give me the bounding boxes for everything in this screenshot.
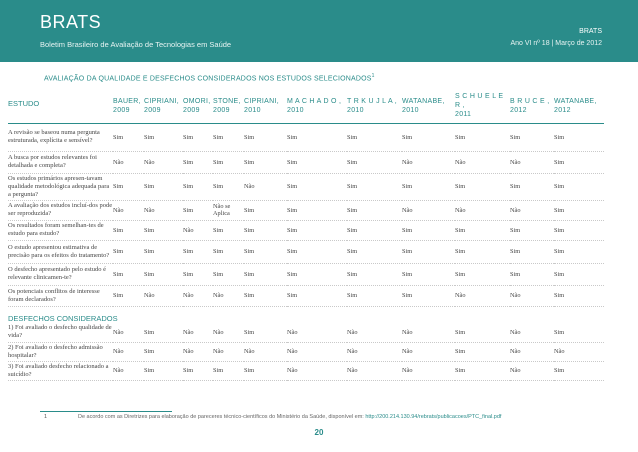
column-header [244,87,287,123]
section-title: AVALIAÇÃO DA QUALIDADE E DESFECHOS CONSIDERADOS NOS ESTUDOS SELECIONADOS$^1$ [44,73,375,83]
table-cell: Sim [244,220,287,240]
row-question: A avaliação dos estudos incluí-dos pode ser reproduzida? [8,200,113,220]
column-year: 2009 [183,106,200,114]
table-cell: Sim [113,240,144,263]
table-cell: Não se Aplica [213,200,244,220]
column-header [510,87,554,123]
table-cell: Não [144,200,183,220]
column-header [402,87,455,123]
column-author: CIPRIANI, [244,97,279,105]
table-cell: Não [402,151,455,173]
table-cell: Não [287,361,347,380]
table-cell: Não [402,200,455,220]
column-header [144,87,183,123]
table-row [8,323,604,342]
table-cell: Sim [347,123,402,151]
table-cell: Sim [287,123,347,151]
table-cell: Sim [455,220,510,240]
table-cell: Não [113,323,144,342]
table-cell: Não [510,342,554,361]
table-cell: Sim [213,240,244,263]
table-cell: Sim [554,361,604,380]
issue-info: Ano VI nº 18 | Março de 2012 [510,40,602,47]
table-cell: Sim [183,240,213,263]
table-cell: Sim [402,240,455,263]
column-author: B R U C E , [510,97,550,105]
column-author: OMORI, [183,97,211,105]
table-cell: Sim [183,123,213,151]
table-cell: Não [244,173,287,200]
brand-title: BRATS [40,12,102,32]
table-cell: Sim [244,263,287,285]
table-cell: Sim [510,123,554,151]
column-header [455,87,510,123]
footnote-text: De acordo com as Diretrizes para elaboração de pareceres técnico-científicos do Ministério da Saúde, disponível em: http://200.214.130.94/rebrats/publicacoes/PTC_final.pdf [78,414,502,420]
table-cell: Sim [287,151,347,173]
table-cell: Sim [244,361,287,380]
table-cell: Sim [455,263,510,285]
table-cell: Sim [144,173,183,200]
row-question: O desfecho apresentado pelo estudo é relevante clinicamen-te? [8,263,113,285]
table-cell: Sim [455,173,510,200]
table-cell: Sim [287,240,347,263]
table-cell: Sim [183,173,213,200]
table-cell: Não [287,323,347,342]
table-cell: Não [347,323,402,342]
table-row [8,240,604,263]
table-cell: Sim [554,323,604,342]
table-cell: Sim [287,200,347,220]
table-cell: Não [213,285,244,306]
column-header [113,87,144,123]
table-cell: Sim [244,323,287,342]
table-cell: Não [455,151,510,173]
row-question: 1) Foi avaliado o desfecho qualidade de vida? [8,323,113,342]
table-cell: Sim [554,123,604,151]
table-cell: Não [510,151,554,173]
table-cell: Não [510,285,554,306]
table-cell: Sim [347,285,402,306]
brand-right: BRATS [579,28,602,35]
table-cell: Sim [144,240,183,263]
table-cell: Não [144,285,183,306]
table-cell: Sim [244,240,287,263]
table-cell: Sim [347,220,402,240]
table-cell: Sim [144,220,183,240]
table-cell: Não [510,323,554,342]
table-cell: Sim [402,173,455,200]
table-cell: Sim [554,200,604,220]
table-cell: Sim [144,342,183,361]
row-question: 2) Foi avaliado o desfecho admissão hospitalar? [8,342,113,361]
column-author: BAUER, [113,97,141,105]
table-cell: Sim [554,263,604,285]
table-cell: Sim [554,151,604,173]
row-question: Os potenciais conflitos de interesse foram declarados? [8,285,113,306]
column-header [213,87,244,123]
table-cell: Sim [213,220,244,240]
row-question: Os estudos primários apresen-tavam qualidade metodológica adequada para a pergunta? [8,173,113,200]
brand-subtitle: Boletim Brasileiro de Avaliação de Tecnologias em Saúde [40,40,232,49]
table-cell: Sim [183,200,213,220]
column-author: WATANABE, [554,97,597,105]
table-cell: Sim [113,173,144,200]
column-year: 2011 [455,111,472,119]
column-author: CIPRIANI, [144,97,179,105]
table-cell: Sim [244,285,287,306]
table-cell: Sim [554,240,604,263]
table-row [8,123,604,151]
table-cell: Não [455,285,510,306]
column-year: 2010 [347,106,364,114]
column-header [347,87,402,123]
table-cell: Sim [455,240,510,263]
table-cell: Sim [554,285,604,306]
table-cell: Sim [347,173,402,200]
table-cell: Sim [510,240,554,263]
table-cell: Sim [510,220,554,240]
row-question: 3) Foi avaliado desfecho relacionado a suicídio? [8,361,113,380]
column-year: 2009 [113,106,130,114]
table-cell: Sim [347,240,402,263]
table-cell: Sim [213,151,244,173]
outcomes-section-row [8,306,604,323]
table-cell: Não [554,342,604,361]
table-cell: Sim [213,123,244,151]
table-row [8,361,604,380]
table-cell: Não [144,151,183,173]
table-cell: Não [510,361,554,380]
table-cell: Sim [287,173,347,200]
row-question: A busca por estudos relevantes foi detalhada e completa? [8,151,113,173]
table-cell: Sim [347,151,402,173]
table-row [8,263,604,285]
table-cell: Sim [144,263,183,285]
table-cell: Sim [455,361,510,380]
table-cell: Não [183,342,213,361]
table-cell: Não [113,200,144,220]
table-cell: Sim [244,123,287,151]
column-year: 2009 [213,106,230,114]
table-cell: Sim [287,285,347,306]
column-author: S C H U E L E R , [455,93,504,110]
page-number: 20 [314,428,324,437]
table-cell: Sim [183,361,213,380]
column-year: 2010 [287,106,304,114]
footnote-ref: 1 [371,73,375,79]
table-row [8,173,604,200]
table-cell: Não [113,361,144,380]
column-year: 2012 [554,106,571,114]
table-cell: Sim [510,173,554,200]
table-cell: Sim [287,220,347,240]
table-cell: Sim [455,323,510,342]
table-cell: Sim [144,123,183,151]
table-header-row [8,87,604,123]
table-cell: Não [347,342,402,361]
table-cell: Não [213,342,244,361]
table-cell: Sim [554,173,604,200]
table-cell: Sim [402,285,455,306]
table-row [8,200,604,220]
quality-table [8,87,604,381]
table-cell: Sim [144,361,183,380]
footnote-link[interactable]: http://200.214.130.94/rebrats/publicacoes/PTC_final.pdf [365,414,502,420]
table-cell: Não [113,151,144,173]
column-author: WATANABE, [402,97,445,105]
table-cell: Sim [402,263,455,285]
column-header [287,87,347,123]
row-question: Os resultados foram semelhan-tes de estudo para estudo? [8,220,113,240]
table-cell: Sim [113,220,144,240]
table-cell: Sim [402,123,455,151]
table-cell: Sim [183,151,213,173]
table-cell: Sim [113,285,144,306]
table-cell: Sim [554,220,604,240]
table-row [8,151,604,173]
table-cell: Sim [287,263,347,285]
table-cell: Sim [402,220,455,240]
table-cell: Sim [347,200,402,220]
table-cell: Não [402,323,455,342]
table-cell: Não [455,200,510,220]
column-header [183,87,213,123]
header-banner [0,0,638,62]
table-cell: Não [183,220,213,240]
table-cell: Não [113,342,144,361]
column-year: 2010 [402,106,419,114]
table-cell: Sim [213,173,244,200]
table-cell: Não [244,342,287,361]
table-cell: Sim [510,263,554,285]
outcomes-section-label: DESFECHOS CONSIDERADOS [8,314,118,323]
column-year: 2012 [510,106,527,114]
column-author: M A C H A D O , [287,97,342,105]
table-cell: Não [402,361,455,380]
column-author: T R K U J L A , [347,97,398,105]
column-author: STONE, [213,97,241,105]
table-cell: Não [183,323,213,342]
table-cell: Sim [455,123,510,151]
table-cell: Sim [183,263,213,285]
table-row [8,285,604,306]
table-cell: Sim [113,263,144,285]
table-cell: Sim [144,323,183,342]
table-cell: Sim [244,200,287,220]
table-cell: Não [287,342,347,361]
row-question: O estudo apresentou estimativa de precisão para os efeitos do tratamento? [8,240,113,263]
column-year: 2010 [244,106,261,114]
table-cell: Não [347,361,402,380]
table-cell: Sim [244,151,287,173]
table-cell: Não [510,200,554,220]
row-question: A revisão se baseou numa pergunta estruturada, explícita e sensível? [8,123,113,151]
table-cell: Não [213,323,244,342]
table-cell: Sim [113,123,144,151]
footnote-divider [40,411,172,412]
table-cell: Não [402,342,455,361]
table-row [8,342,604,361]
table-row [8,220,604,240]
table-cell: Sim [347,263,402,285]
column-header-estudo: ESTUDO [8,87,113,123]
column-year: 2009 [144,106,161,114]
table-cell: Não [183,285,213,306]
column-header [554,87,604,123]
table-cell: Sim [213,263,244,285]
footnote-number: 1 [44,414,48,420]
table-cell: Sim [213,361,244,380]
table-cell: Sim [455,342,510,361]
